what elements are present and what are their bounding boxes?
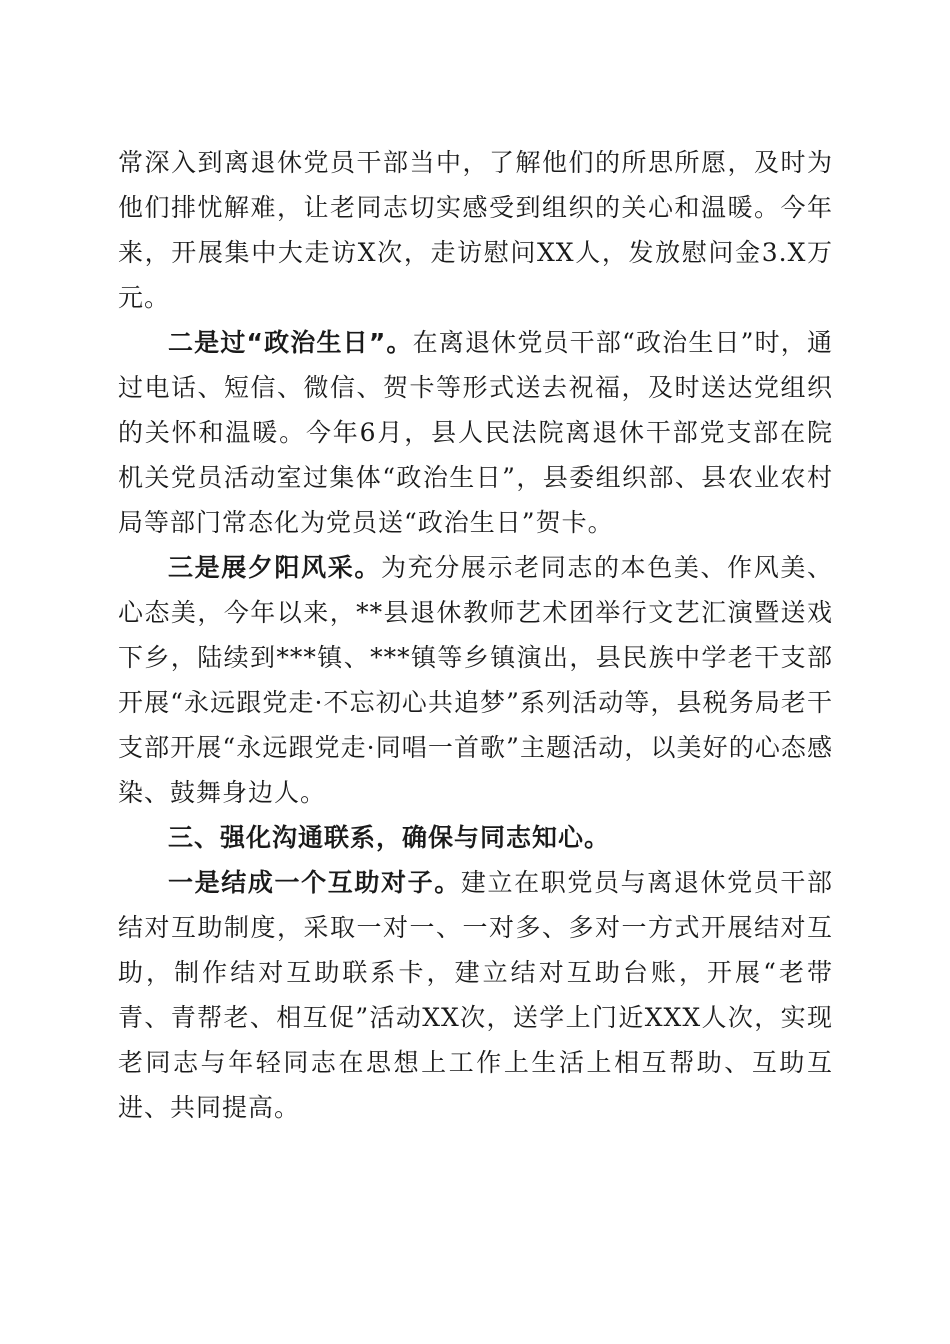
paragraph-lead: 一是结成一个互助对子。: [168, 868, 461, 897]
paragraph-political-birthday: [118, 320, 833, 545]
paragraph-lead: 二是过“政治生日”。: [168, 328, 413, 357]
document-body: [118, 140, 833, 1130]
section-heading: 三、强化沟通联系，确保与同志知心。: [168, 823, 611, 852]
paragraph-text: 为充分展示老同志的本色美、作风美、心态美，今年以来，**县退休教师艺术团举行文艺汇演暨送戏下乡，陆续到***镇、***镇等乡镇演出，县民族中学老干支部开展“永远跟党走·不忘初心共追梦”系列活动等，县税务局老干支部开展“永远跟党走·同唱一首歌”主题活动，以美好的心态感染、鼓舞身边人。: [118, 553, 833, 807]
paragraph-sunset-style: [118, 545, 833, 815]
paragraph-mutual-aid: [118, 860, 833, 1130]
paragraph-text: 常深入到离退休党员干部当中，了解他们的所思所愿，及时为他们排忧解难，让老同志切实感受到组织的关心和温暖。今年来，开展集中大走访X次，走访慰问XX人，发放慰问金3.X万元。: [118, 148, 833, 312]
paragraph-continued-care: [118, 140, 833, 320]
paragraph-text: 建立在职党员与离退休党员干部结对互助制度，采取一对一、一对多、多对一方式开展结对互助，制作结对互助联系卡，建立结对互助台账，开展“老带青、青帮老、相互促”活动XX次，送学上门近XXX人次，实现老同志与年轻同志在思想上工作上生活上相互帮助、互助互进、共同提高。: [118, 868, 833, 1122]
paragraph-lead: 三是展夕阳风采。: [168, 553, 381, 582]
paragraph-text: 在离退休党员干部“政治生日”时，通过电话、短信、微信、贺卡等形式送去祝福，及时送达党组织的关怀和温暖。今年6月，县人民法院离退休干部党支部在院机关党员活动室过集体“政治生日”，县委组织部、县农业农村局等部门常态化为党员送“政治生日”贺卡。: [118, 328, 833, 537]
